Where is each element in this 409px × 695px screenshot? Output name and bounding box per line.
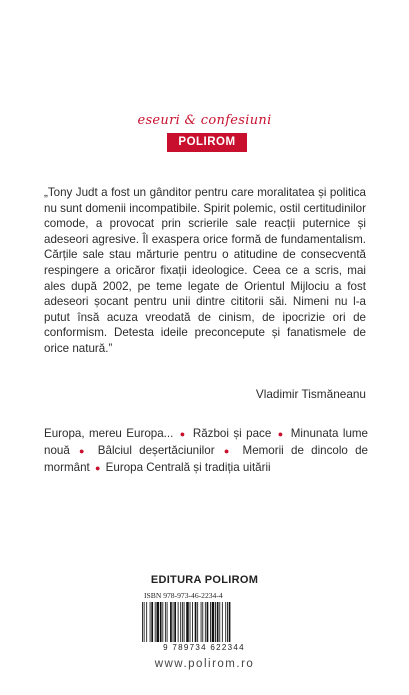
barcode-bar	[225, 602, 226, 642]
barcode-bar	[222, 602, 223, 642]
barcode-bar	[173, 602, 174, 642]
bullet-icon: ●	[277, 429, 285, 439]
barcode-bar	[192, 602, 193, 642]
barcode-bar	[170, 602, 172, 642]
barcode-bar	[227, 602, 228, 642]
website-url: www.polirom.ro	[154, 658, 255, 670]
barcode-bar	[217, 602, 219, 642]
book-title: Război și pace	[192, 427, 272, 440]
book-title: Europa Centrală și tradiția uitării	[105, 460, 271, 474]
isbn: ISBN 978-973-46-2234-4	[144, 591, 223, 600]
quote-text: „Tony Judt a fost un gânditor pentru care moralitatea și politica nu sunt domenii incompatibile. Spirit polemic, ostil certitudinilor comode, a provocat prin scrierile sale reacții puternice și adeseori agresive. Îl exaspera orice formă de fundamentalism. Cărțile sale stau mărturie pentru o atitudine de consecventă respingere a oricăror fixații ideologice. Ceea ce a scris, mai ales după 2002, pe teme legate de Orientul Mijlociu a fost adeseori șocant pentru unii dintre cititorii săi. Nimeni nu l-a putut însă acuza vreodată de cinism, de ipocrizie ori de conformism. Detesta ideile preconcepute și fanatismele de orice natură.”	[44, 186, 366, 355]
barcode-bar	[146, 602, 147, 642]
barcode-bar	[144, 602, 145, 642]
barcode-bar	[207, 602, 209, 642]
barcode-bar	[229, 602, 231, 642]
barcode-number: 9 789734 622344	[163, 643, 245, 652]
bullet-icon: ●	[79, 445, 89, 456]
bullet-icon: ●	[179, 429, 187, 439]
barcode-bar	[184, 602, 185, 642]
barcode	[141, 602, 267, 642]
series-title: eseuri & confesiuni	[137, 113, 272, 128]
barcode-bar	[182, 602, 183, 642]
barcode-bar	[202, 602, 203, 642]
barcode-bar	[151, 602, 153, 642]
barcode-bar	[186, 602, 189, 642]
barcode-bar	[142, 602, 143, 642]
barcode-bar	[180, 602, 181, 642]
barcode-bar	[160, 602, 162, 642]
barcode-bar	[165, 602, 166, 642]
blurb-quote	[44, 185, 366, 357]
barcode-bar	[167, 602, 168, 642]
book-title: Memorii de dincolo de mormânt	[44, 443, 369, 474]
barcode-bar	[156, 602, 159, 642]
barcode-bar	[212, 602, 215, 642]
book-title: Bâlciul deșertăciunilor	[97, 443, 215, 457]
barcode-bar	[197, 602, 198, 642]
barcode-bar	[155, 602, 156, 642]
barcode-bar	[205, 602, 206, 642]
barcode-bar	[162, 602, 163, 642]
barcode-bar	[210, 602, 211, 642]
book-title: Europa, mereu Europa...	[44, 427, 174, 440]
barcode-bar	[190, 602, 191, 642]
bullet-icon: ●	[94, 462, 101, 473]
barcode-bar	[150, 602, 151, 642]
barcode-bar	[178, 602, 179, 642]
barcode-bar	[174, 602, 176, 642]
barcode-bar	[219, 602, 220, 642]
publisher-logo: POLIROM	[167, 133, 247, 152]
quote-author: Vladimir Tismăneanu	[255, 387, 366, 401]
publisher-name: EDITURA POLIROM	[150, 574, 259, 586]
barcode-bar	[215, 602, 216, 642]
book-title: Minunata lume nouă	[44, 427, 369, 457]
barcode-bar	[201, 602, 202, 642]
books-list	[44, 426, 368, 476]
bullet-icon: ●	[223, 445, 234, 456]
barcode-bar	[195, 602, 197, 642]
